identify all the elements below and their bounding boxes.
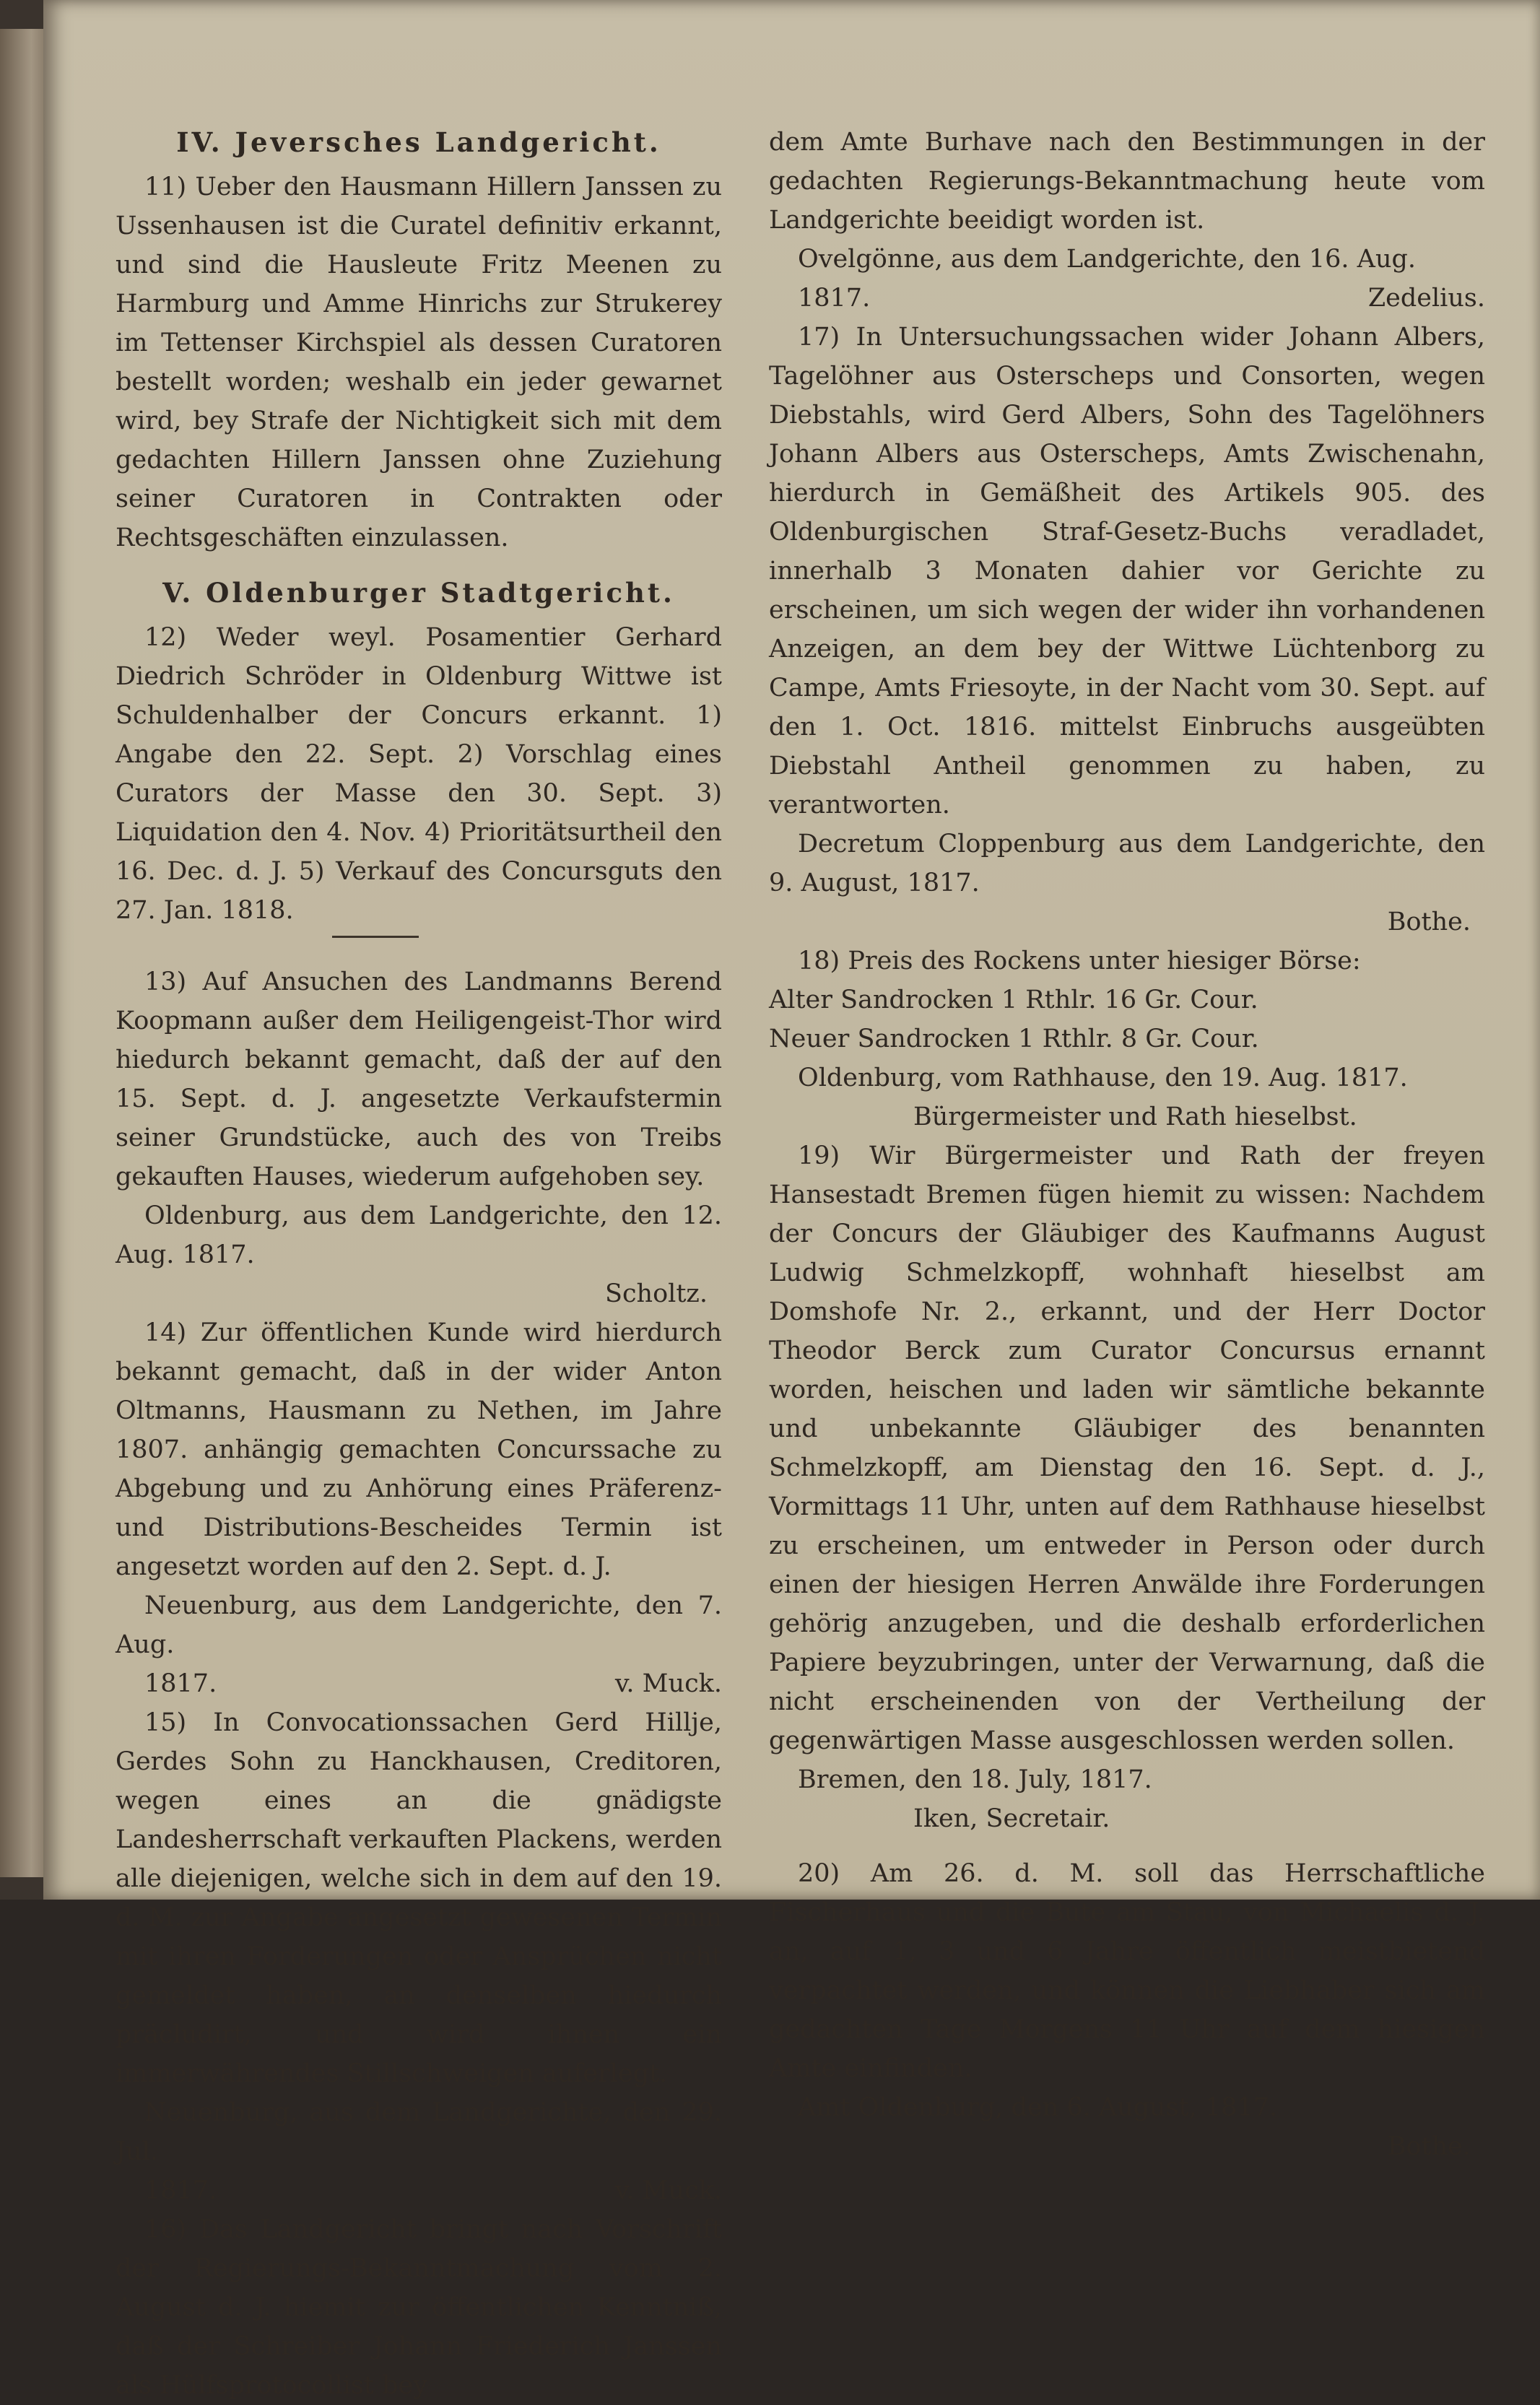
- notice-20-signature: Bothe.: [1387, 2132, 1471, 2161]
- notice-16-year-sign: [769, 279, 1485, 318]
- section-heading-v: V. Oldenburger Stadtgericht.: [162, 577, 675, 609]
- notice-18: 18) Preis des Rockens unter hiesiger Börse:: [798, 947, 1361, 975]
- notice-15-place-date: Neuenburg, aus dem Landgerichte, den 29. Jul.: [116, 2098, 722, 2166]
- notice-14: 14) Zur öffentlichen Kunde wird hierdurch bekannt gemacht, daß in der wider Anton Oltmanns, Hausmann zu Nethen, im Jahre 1807. anhängig gemachten Concurssache zu Abgebung und zu Anhörung eines Präferenz- und Distributions-Bescheides Termin ist angesetzt worden auf den 2. Sept. d. J.: [116, 1318, 722, 1581]
- notice-13-place-date: Oldenburg, aus dem Landgerichte, den 12. Aug. 1817.: [116, 1201, 722, 1269]
- notice-16-year: 1817.: [798, 284, 871, 313]
- notice-15-year-sign: [116, 2171, 722, 2210]
- notice-15-year: 1817.: [144, 2176, 217, 2205]
- notice-19-place-date: Bremen, den 18. July, 1817.: [798, 1765, 1152, 1794]
- notice-20: 20) Am 26. d. M. soll das Herrschaftliche Fischerhaus und die Bute am Stau, von Michaelis d. J. an, auf 1, 3 und 6 Jahre öffentlich meistbietend verpachtet werden, und können die Liebhaber sich am gedachten Tage Morgens 11 Uhr auf dem hiesigen Amte einfinden.: [769, 1859, 1485, 2083]
- previous-page-edge: [0, 29, 45, 1877]
- notice-14-place-date: Neuenburg, aus dem Landgerichte, den 7. Aug.: [116, 1591, 722, 1659]
- notice-20-place-date: Amt Oldenburg, den 6. August, 1817.: [798, 2093, 1278, 2122]
- notice-18-place-date: Oldenburg, vom Rathhause, den 19. Aug. 1817.: [798, 1064, 1408, 1092]
- notice-16: 16) Das Landgericht bringt nach Vorschrift der Regierungs-Bekanntmachung vom 2. August d. J. hiemit zur öffentlichen Kenntniß, daß der Schreiber Johann Friederich Janssen als Hülfsprotocollist bey: [116, 2215, 722, 2400]
- notice-14-signature: v. Muck.: [614, 1669, 722, 1698]
- notice-14-year-sign: [116, 1664, 722, 1703]
- separator-rule: [332, 936, 419, 938]
- notice-17-signature: Bothe.: [1387, 908, 1471, 936]
- notice-18-old-rye: Alter Sandrocken 1 Rthlr. 16 Gr. Cour.: [769, 986, 1258, 1014]
- notice-16-continued: dem Amte Burhave nach den Bestimmungen in der gedachten Regierungs-Bekanntmachung heute vom Landgerichte beeidigt worden ist.: [769, 128, 1485, 235]
- notice-19: 19) Wir Bürgermeister und Rath der freyen Hansestadt Bremen fügen hiemit zu wissen: Nachdem der Concurs der Gläubiger des Kaufmanns August Ludwig Schmelzkopff, wohnhaft hieselbst am Domshofe Nr. 2., erkannt, und der Herr Doctor Theodor Berck zum Curator Concursus ernannt worden, heischen und laden wir sämtliche bekannte und unbekannte Gläubiger des benannten Schmelzkopff, am Dienstag den 16. Sept. d. J., Vormittags 11 Uhr, unten auf dem Rathhause hieselbst zu erscheinen, um entweder in Person oder durch einen der hiesigen Herren Anwälde ihre Forderungen gehörig anzugeben, und die deshalb erforderlichen Papiere beyzubringen, unter der Verwarnung, daß die nicht erscheinenden von der Vertheilung der gegenwärtigen Masse ausgeschlossen werden sollen.: [769, 1141, 1485, 1755]
- left-column: [116, 123, 722, 2405]
- notice-16-signature: Zedelius.: [1367, 284, 1485, 313]
- notice-13: 13) Auf Ansuchen des Landmanns Berend Koopmann außer dem Heiligengeist-Thor wird hiedurch bekannt gemacht, daß der auf den 15. Sept. d. J. angesetzte Verkaufstermin seiner Grundstücke, auch des von Treibs gekauften Hauses, wiederum aufgehoben sey.: [116, 967, 722, 1191]
- notice-14-year: 1817.: [144, 1669, 217, 1698]
- notice-18-new-rye: Neuer Sandrocken 1 Rthlr. 8 Gr. Cour.: [769, 1025, 1259, 1053]
- notice-17: 17) In Untersuchungssachen wider Johann Albers, Tagelöhner aus Osterscheps und Consorten, wegen Diebstahls, wird Gerd Albers, Sohn des Tagelöhners Johann Albers aus Osterscheps, Amts Zwischenahn, hierdurch in Gemäßheit des Artikels 905. des Oldenburgischen Straf-Gesetz-Buchs veradladet, innerhalb 3 Monaten dahier vor Gerichte zu erscheinen, um sich wegen der wider ihn vorhandenen Anzeigen, an dem bey der Wittwe Lüchtenborg zu Campe, Amts Friesoyte, in der Nacht vom 30. Sept. auf den 1. Oct. 1816. mittelst Einbruchs ausgeübten Diebstahl Antheil genommen zu haben, zu verantworten.: [769, 323, 1485, 819]
- notice-15: 15) In Convocationssachen Gerd Hillje, Gerdes Sohn zu Hanckhausen, Creditoren, wegen eines an die gnädigste Landesherrschaft verkauften Plackens, werden alle diejenigen, welche sich in dem auf den 19. d. M. zur Angabe angesetzt gewesenen Termin mit ihren Forderungen oder Ansprüchen nicht gemeldet haben, an denselben hiedurch präcludirt, und wird ihnen ein immerwährendes Stillschweigen auferlegt.: [116, 1708, 722, 2088]
- notice-13-signature: Scholtz.: [604, 1279, 708, 1308]
- newspaper-page: [43, 0, 1540, 2400]
- notice-15-signature: v. Muck.: [614, 2176, 722, 2205]
- notice-11: 11) Ueber den Hausmann Hillern Janssen zu Ussenhausen ist die Curatel definitiv erkannt, und sind die Hausleute Fritz Meenen zu Harmburg und Amme Hinrichs zur Strukerey im Tettenser Kirchspiel als dessen Curatoren bestellt worden; weshalb ein jeder gewarnet wird, bey Strafe der Nichtigkeit sich mit dem gedachten Hillern Janssen ohne Zuziehung seiner Curatoren in Contrakten oder Rechtsgeschäften einzulassen.: [116, 173, 722, 552]
- notice-17-place-date: Decretum Cloppenburg aus dem Landgerichte, den 9. August, 1817.: [769, 830, 1485, 897]
- notice-18-signature: Bürgermeister und Rath hieselbst.: [913, 1103, 1357, 1131]
- notice-16-place-date: Ovelgönne, aus dem Landgerichte, den 16. Aug.: [798, 245, 1417, 274]
- right-column: [769, 123, 1485, 2166]
- section-heading-iv: IV. Jeversches Landgericht.: [176, 126, 661, 158]
- notice-12: 12) Weder weyl. Posamentier Gerhard Diedrich Schröder in Oldenburg Wittwe ist Schuldenhalber der Concurs erkannt. 1) Angabe den 22. Sept. 2) Vorschlag eines Curators der Masse den 30. Sept. 3) Liquidation den 4. Nov. 4) Prioritätsurtheil den 16. Dec. d. J. 5) Verkauf des Concursguts den 27. Jan. 1818.: [116, 623, 722, 925]
- notice-19-signature: Iken, Secretair.: [913, 1804, 1110, 1833]
